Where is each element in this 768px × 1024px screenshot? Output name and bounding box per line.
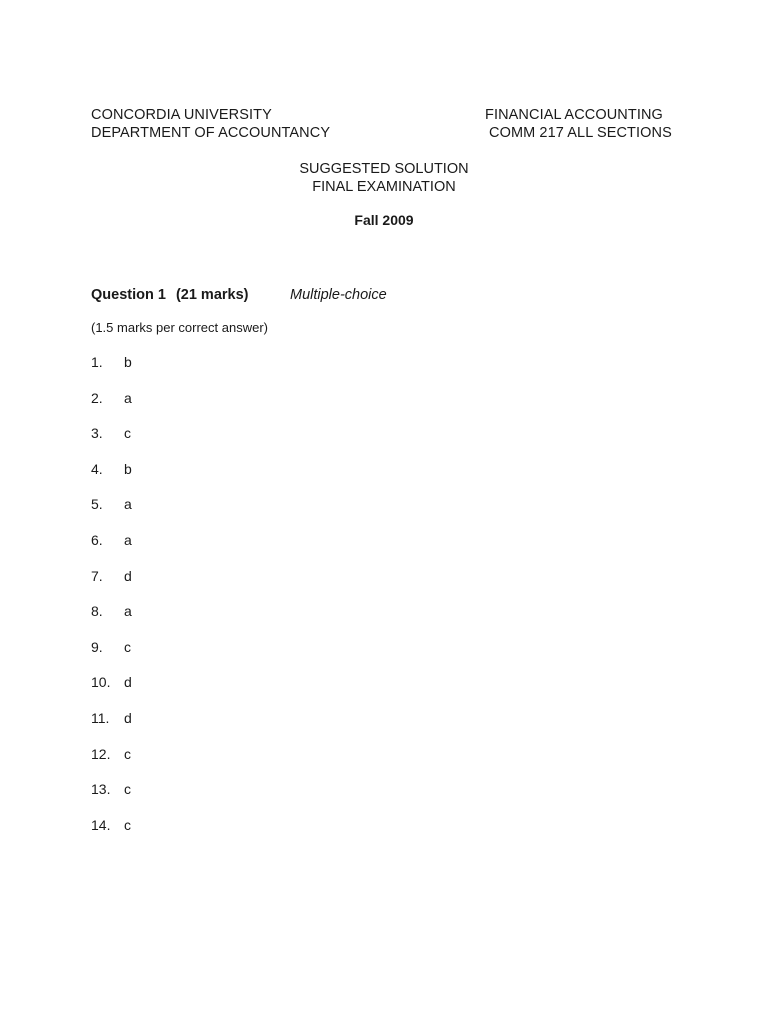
department-name: DEPARTMENT OF ACCOUNTANCY xyxy=(91,125,331,141)
answer-number: 4. xyxy=(91,460,103,477)
answer-number: 6. xyxy=(91,531,103,548)
course-sections: COMM 217 ALL SECTIONS xyxy=(489,125,672,141)
answer-number: 8. xyxy=(91,603,103,620)
answer-item xyxy=(91,353,291,389)
title-line-1: SUGGESTED SOLUTION xyxy=(299,161,469,177)
header-institution xyxy=(91,106,330,142)
answer-choice: a xyxy=(124,389,132,406)
answer-choice: c xyxy=(124,816,131,833)
answer-choice: b xyxy=(124,460,132,477)
answer-number: 2. xyxy=(91,389,103,406)
question-marks: (21 marks) xyxy=(175,287,249,303)
answer-number: 3. xyxy=(91,425,103,442)
answer-choice: c xyxy=(124,425,131,442)
answer-choice: d xyxy=(124,567,132,584)
marks-note: (1.5 marks per correct answer) xyxy=(91,320,268,335)
title-line-2: FINAL EXAMINATION xyxy=(312,179,456,195)
answer-choice: d xyxy=(124,709,132,726)
answer-number: 11. xyxy=(91,709,110,726)
header-course xyxy=(485,106,672,142)
answer-list xyxy=(91,353,291,851)
answer-item xyxy=(91,780,291,816)
course-title: FINANCIAL ACCOUNTING xyxy=(485,107,663,123)
answer-item xyxy=(91,495,291,531)
answer-item xyxy=(91,531,291,567)
answer-item xyxy=(91,602,291,638)
answer-item xyxy=(91,460,291,496)
answer-choice: a xyxy=(124,496,132,513)
answer-choice: c xyxy=(124,745,131,762)
answer-number: 9. xyxy=(91,638,103,655)
answer-number: 5. xyxy=(91,496,103,513)
question-type: Multiple-choice xyxy=(290,287,387,303)
answer-choice: c xyxy=(124,638,131,655)
answer-item xyxy=(91,816,291,852)
answer-choice: a xyxy=(124,603,132,620)
answer-item xyxy=(91,709,291,745)
answer-number: 10. xyxy=(91,674,111,691)
answer-item xyxy=(91,745,291,781)
answer-number: 1. xyxy=(91,354,103,370)
answer-choice: a xyxy=(124,531,132,548)
answer-item xyxy=(91,389,291,425)
answer-item xyxy=(91,638,291,674)
answer-item xyxy=(91,424,291,460)
answer-choice: b xyxy=(124,354,132,370)
answer-number: 12. xyxy=(91,745,111,762)
answer-number: 14. xyxy=(91,816,111,833)
answer-choice: d xyxy=(124,674,132,691)
university-name: CONCORDIA UNIVERSITY xyxy=(91,107,272,123)
answer-choice: c xyxy=(124,781,131,798)
question-number: Question 1 xyxy=(91,287,166,303)
document-title xyxy=(0,160,768,196)
answer-number: 7. xyxy=(91,567,103,584)
exam-term: Fall 2009 xyxy=(354,212,414,228)
answer-item xyxy=(91,673,291,709)
answer-item xyxy=(91,567,291,603)
answer-number: 13. xyxy=(91,781,111,798)
question-heading xyxy=(91,286,387,304)
